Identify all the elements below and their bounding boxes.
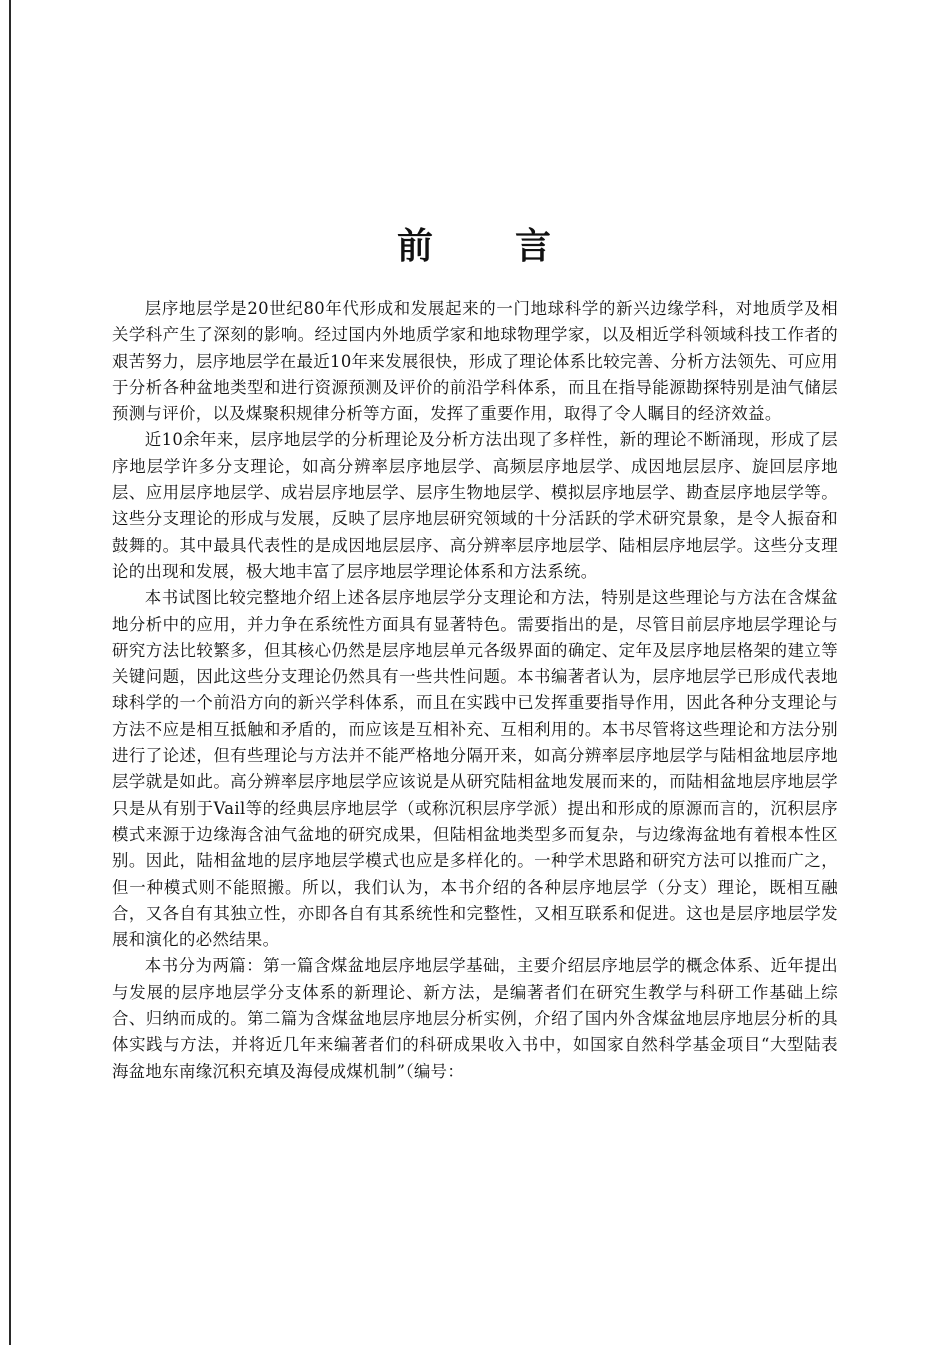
paragraph-1: 层序地层学是20世纪80年代形成和发展起来的一门地球科学的新兴边缘学科，对地质学及相关学科产生了深刻的影响。经过国内外地质学家和地球物理学家，以及相近学科领域科技工作者的艰苦努力，层序地层学在最近10年来发展很快，形成了理论体系比较完善、分析方法领先、可应用于分析各种盆地类型和进行资源预测及评价的前沿学科体系，而且在指导能源勘探特别是油气储层预测与评价，以及煤聚积规律分析等方面，发挥了重要作用，取得了令人瞩目的经济效益。 (112, 299, 838, 424)
scan-edge-line (9, 0, 11, 1345)
page-title (0, 218, 950, 269)
title-char-left: 前 (396, 226, 435, 267)
paragraph-2: 近10余年来，层序地层学的分析理论及分析方法出现了多样性，新的理论不断涌现，形成了层序地层学许多分支理论，如高分辨率层序地层学、高频层序地层学、成因地层层序、旋回层序地层、应用层序地层学、成岩层序地层学、层序生物地层学、模拟层序地层学、勘查层序地层学等。这些分支理论的形成与发展，反映了层序地层研究领域的十分活跃的学术研究景象，是令人振奋和鼓舞的。其中最具代表性的是成因地层层序、高分辨率层序地层学、陆相层序地层学。这些分支理论的出现和发展，极大地丰富了层序地层学理论体系和方法系统。 (112, 430, 838, 581)
paragraph-3: 本书试图比较完整地介绍上述各层序地层学分支理论和方法，特别是这些理论与方法在含煤盆地分析中的应用，并力争在系统性方面具有显著特色。需要指出的是，尽管目前层序地层学理论与研究方法比较繁多，但其核心仍然是层序地层单元各级界面的确定、定年及层序地层格架的建立等关键问题，因此这些分支理论仍然具有一些共性问题。本书编著者认为，层序地层学已形成代表地球科学的一个前沿方向的新兴学科体系，而且在实践中已发挥重要指导作用，因此各种分支理论与方法不应是相互抵触和矛盾的，而应该是互相补充、互相利用的。本书尽管将这些理论和方法分别进行了论述，但有些理论与方法并不能严格地分隔开来，如高分辨率层序地层学与陆相盆地层序地层学就是如此。高分辨率层序地层学应该说是从研究陆相盆地发展而来的，而陆相盆地层序地层学只是从有别于Vail等的经典层序地层学（或称沉积层序学派）提出和形成的原源而言的，沉积层序模式来源于边缘海含油气盆地的研究成果，但陆相盆地类型多而复杂，与边缘海盆地有着根本性区别。因此，陆相盆地的层序地层学模式也应是多样化的。一种学术思路和研究方法可以推而广之，但一种模式则不能照搬。所以，我们认为，本书介绍的各种层序地层学（分支）理论，既相互融合，又各自有其独立性，亦即各自有其系统性和完整性，又相互联系和促进。这也是层序地层学发展和演化的必然结果。 (112, 588, 838, 950)
preface-body (112, 296, 838, 1085)
paragraph-4: 本书分为两篇：第一篇含煤盆地层序地层学基础，主要介绍层序地层学的概念体系、近年提出与发展的层序地层学分支体系的新理论、新方法，是编著者们在研究生教学与科研工作基础上综合、归纳而成的。第二篇为含煤盆地层序地层分析实例，介绍了国内外含煤盆地层序地层分析的具体实践与方法，并将近几年来编著者们的科研成果收入书中，如国家自然科学基金项目“大型陆表海盆地东南缘沉积充填及海侵成煤机制”（编号： (112, 956, 838, 1081)
title-char-right: 言 (515, 226, 554, 267)
